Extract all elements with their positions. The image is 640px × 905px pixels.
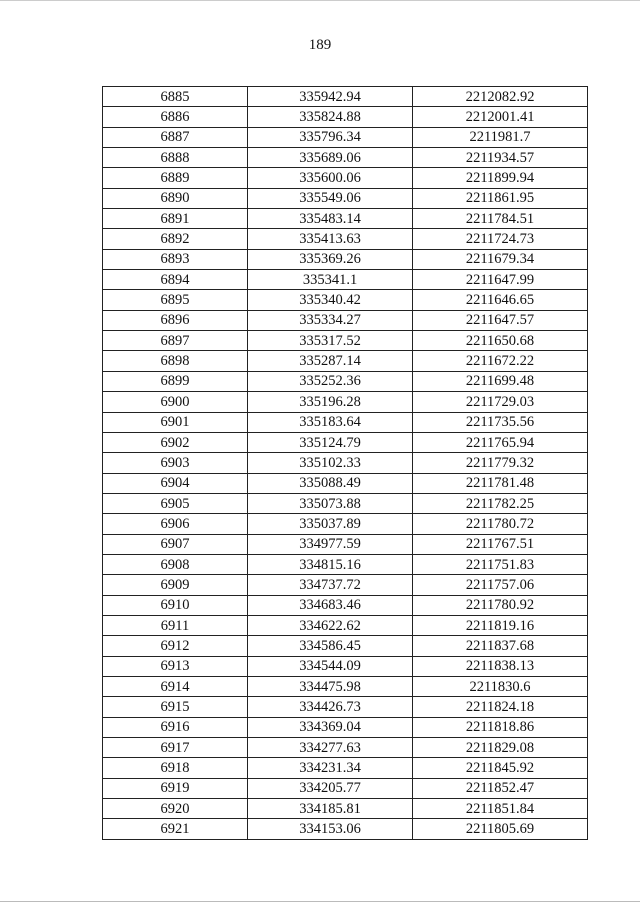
y-coordinate-cell: 2211699.48: [413, 371, 588, 391]
y-coordinate-cell: 2211780.72: [413, 514, 588, 534]
y-coordinate-cell: 2211805.69: [413, 819, 588, 839]
y-coordinate-cell: 2211824.18: [413, 697, 588, 717]
y-coordinate-cell: 2211782.25: [413, 493, 588, 513]
table-row: [103, 432, 588, 452]
x-coordinate-cell: 335124.79: [248, 432, 413, 452]
x-coordinate-cell: 335317.52: [248, 331, 413, 351]
point-number-cell: 6890: [103, 188, 248, 208]
x-coordinate-cell: 335334.27: [248, 310, 413, 330]
x-coordinate-cell: 335183.64: [248, 412, 413, 432]
y-coordinate-cell: 2211779.32: [413, 453, 588, 473]
y-coordinate-cell: 2211838.13: [413, 656, 588, 676]
point-number-cell: 6907: [103, 534, 248, 554]
x-coordinate-cell: 334153.06: [248, 819, 413, 839]
x-coordinate-cell: 335824.88: [248, 107, 413, 127]
point-number-cell: 6887: [103, 127, 248, 147]
point-number-cell: 6889: [103, 168, 248, 188]
y-coordinate-cell: 2211647.57: [413, 310, 588, 330]
y-coordinate-cell: 2212082.92: [413, 87, 588, 107]
point-number-cell: 6903: [103, 453, 248, 473]
table-row: [103, 188, 588, 208]
table-row: [103, 249, 588, 269]
table-row: [103, 392, 588, 412]
table-row: [103, 514, 588, 534]
table-row: [103, 738, 588, 758]
point-number-cell: 6893: [103, 249, 248, 269]
point-number-cell: 6909: [103, 575, 248, 595]
point-number-cell: 6914: [103, 676, 248, 696]
y-coordinate-cell: 2211819.16: [413, 615, 588, 635]
y-coordinate-cell: 2211765.94: [413, 432, 588, 452]
x-coordinate-cell: 334737.72: [248, 575, 413, 595]
point-number-cell: 6891: [103, 209, 248, 229]
point-number-cell: 6905: [103, 493, 248, 513]
table-row: [103, 351, 588, 371]
y-coordinate-cell: 2211647.99: [413, 270, 588, 290]
table-row: [103, 229, 588, 249]
coordinates-table: [102, 86, 588, 840]
table-row: [103, 270, 588, 290]
page-number: 189: [308, 37, 332, 53]
x-coordinate-cell: 335413.63: [248, 229, 413, 249]
x-coordinate-cell: 334977.59: [248, 534, 413, 554]
y-coordinate-cell: 2211751.83: [413, 554, 588, 574]
table-row: [103, 554, 588, 574]
table-row: [103, 453, 588, 473]
y-coordinate-cell: 2211650.68: [413, 331, 588, 351]
x-coordinate-cell: 335600.06: [248, 168, 413, 188]
table-row: [103, 371, 588, 391]
x-coordinate-cell: 335483.14: [248, 209, 413, 229]
x-coordinate-cell: 335689.06: [248, 148, 413, 168]
point-number-cell: 6904: [103, 473, 248, 493]
point-number-cell: 6920: [103, 799, 248, 819]
x-coordinate-cell: 335196.28: [248, 392, 413, 412]
point-number-cell: 6917: [103, 738, 248, 758]
x-coordinate-cell: 335037.89: [248, 514, 413, 534]
y-coordinate-cell: 2211845.92: [413, 758, 588, 778]
point-number-cell: 6915: [103, 697, 248, 717]
table-row: [103, 107, 588, 127]
point-number-cell: 6897: [103, 331, 248, 351]
table-row: [103, 636, 588, 656]
point-number-cell: 6910: [103, 595, 248, 615]
x-coordinate-cell: 334815.16: [248, 554, 413, 574]
y-coordinate-cell: 2211767.51: [413, 534, 588, 554]
y-coordinate-cell: 2211818.86: [413, 717, 588, 737]
y-coordinate-cell: 2211784.51: [413, 209, 588, 229]
x-coordinate-cell: 334426.73: [248, 697, 413, 717]
x-coordinate-cell: 335073.88: [248, 493, 413, 513]
table-row: [103, 778, 588, 798]
point-number-cell: 6892: [103, 229, 248, 249]
table-row: [103, 310, 588, 330]
point-number-cell: 6918: [103, 758, 248, 778]
table-row: [103, 615, 588, 635]
table-row: [103, 290, 588, 310]
x-coordinate-cell: 334683.46: [248, 595, 413, 615]
x-coordinate-cell: 334475.98: [248, 676, 413, 696]
table-row: [103, 412, 588, 432]
point-number-cell: 6908: [103, 554, 248, 574]
y-coordinate-cell: 2211861.95: [413, 188, 588, 208]
x-coordinate-cell: 335287.14: [248, 351, 413, 371]
x-coordinate-cell: 334586.45: [248, 636, 413, 656]
x-coordinate-cell: 334544.09: [248, 656, 413, 676]
x-coordinate-cell: 334622.62: [248, 615, 413, 635]
x-coordinate-cell: 335549.06: [248, 188, 413, 208]
point-number-cell: 6894: [103, 270, 248, 290]
y-coordinate-cell: 2211780.92: [413, 595, 588, 615]
table-row: [103, 87, 588, 107]
table-row: [103, 209, 588, 229]
point-number-cell: 6919: [103, 778, 248, 798]
table-row: [103, 331, 588, 351]
point-number-cell: 6888: [103, 148, 248, 168]
table-row: [103, 575, 588, 595]
x-coordinate-cell: 335341.1: [248, 270, 413, 290]
y-coordinate-cell: 2211757.06: [413, 575, 588, 595]
table-row: [103, 656, 588, 676]
x-coordinate-cell: 334231.34: [248, 758, 413, 778]
table-row: [103, 127, 588, 147]
y-coordinate-cell: 2211837.68: [413, 636, 588, 656]
y-coordinate-cell: 2211735.56: [413, 412, 588, 432]
table-row: [103, 758, 588, 778]
x-coordinate-cell: 335252.36: [248, 371, 413, 391]
x-coordinate-cell: 334185.81: [248, 799, 413, 819]
scan-edge-top: [0, 0, 640, 1]
table-row: [103, 168, 588, 188]
point-number-cell: 6901: [103, 412, 248, 432]
scan-edge-bottom: [0, 901, 640, 902]
point-number-cell: 6896: [103, 310, 248, 330]
y-coordinate-cell: 2211646.65: [413, 290, 588, 310]
table-row: [103, 534, 588, 554]
table-row: [103, 819, 588, 839]
y-coordinate-cell: 2211899.94: [413, 168, 588, 188]
table-row: [103, 799, 588, 819]
point-number-cell: 6912: [103, 636, 248, 656]
x-coordinate-cell: 335088.49: [248, 473, 413, 493]
point-number-cell: 6906: [103, 514, 248, 534]
point-number-cell: 6900: [103, 392, 248, 412]
y-coordinate-cell: 2211781.48: [413, 473, 588, 493]
x-coordinate-cell: 334369.04: [248, 717, 413, 737]
y-coordinate-cell: 2211679.34: [413, 249, 588, 269]
point-number-cell: 6895: [103, 290, 248, 310]
point-number-cell: 6885: [103, 87, 248, 107]
y-coordinate-cell: 2211830.6: [413, 676, 588, 696]
x-coordinate-cell: 335796.34: [248, 127, 413, 147]
point-number-cell: 6911: [103, 615, 248, 635]
y-coordinate-cell: 2211934.57: [413, 148, 588, 168]
table-row: [103, 493, 588, 513]
x-coordinate-cell: 335340.42: [248, 290, 413, 310]
y-coordinate-cell: 2211724.73: [413, 229, 588, 249]
table-row: [103, 148, 588, 168]
point-number-cell: 6899: [103, 371, 248, 391]
x-coordinate-cell: 335942.94: [248, 87, 413, 107]
x-coordinate-cell: 334205.77: [248, 778, 413, 798]
table-row: [103, 697, 588, 717]
y-coordinate-cell: 2211852.47: [413, 778, 588, 798]
point-number-cell: 6898: [103, 351, 248, 371]
table-row: [103, 717, 588, 737]
y-coordinate-cell: 2211981.7: [413, 127, 588, 147]
point-number-cell: 6916: [103, 717, 248, 737]
x-coordinate-cell: 334277.63: [248, 738, 413, 758]
y-coordinate-cell: 2212001.41: [413, 107, 588, 127]
y-coordinate-cell: 2211729.03: [413, 392, 588, 412]
table-row: [103, 676, 588, 696]
point-number-cell: 6921: [103, 819, 248, 839]
point-number-cell: 6913: [103, 656, 248, 676]
y-coordinate-cell: 2211829.08: [413, 738, 588, 758]
x-coordinate-cell: 335369.26: [248, 249, 413, 269]
y-coordinate-cell: 2211672.22: [413, 351, 588, 371]
table-row: [103, 473, 588, 493]
table-row: [103, 595, 588, 615]
point-number-cell: 6902: [103, 432, 248, 452]
y-coordinate-cell: 2211851.84: [413, 799, 588, 819]
x-coordinate-cell: 335102.33: [248, 453, 413, 473]
coordinates-table-body: [103, 87, 588, 840]
point-number-cell: 6886: [103, 107, 248, 127]
